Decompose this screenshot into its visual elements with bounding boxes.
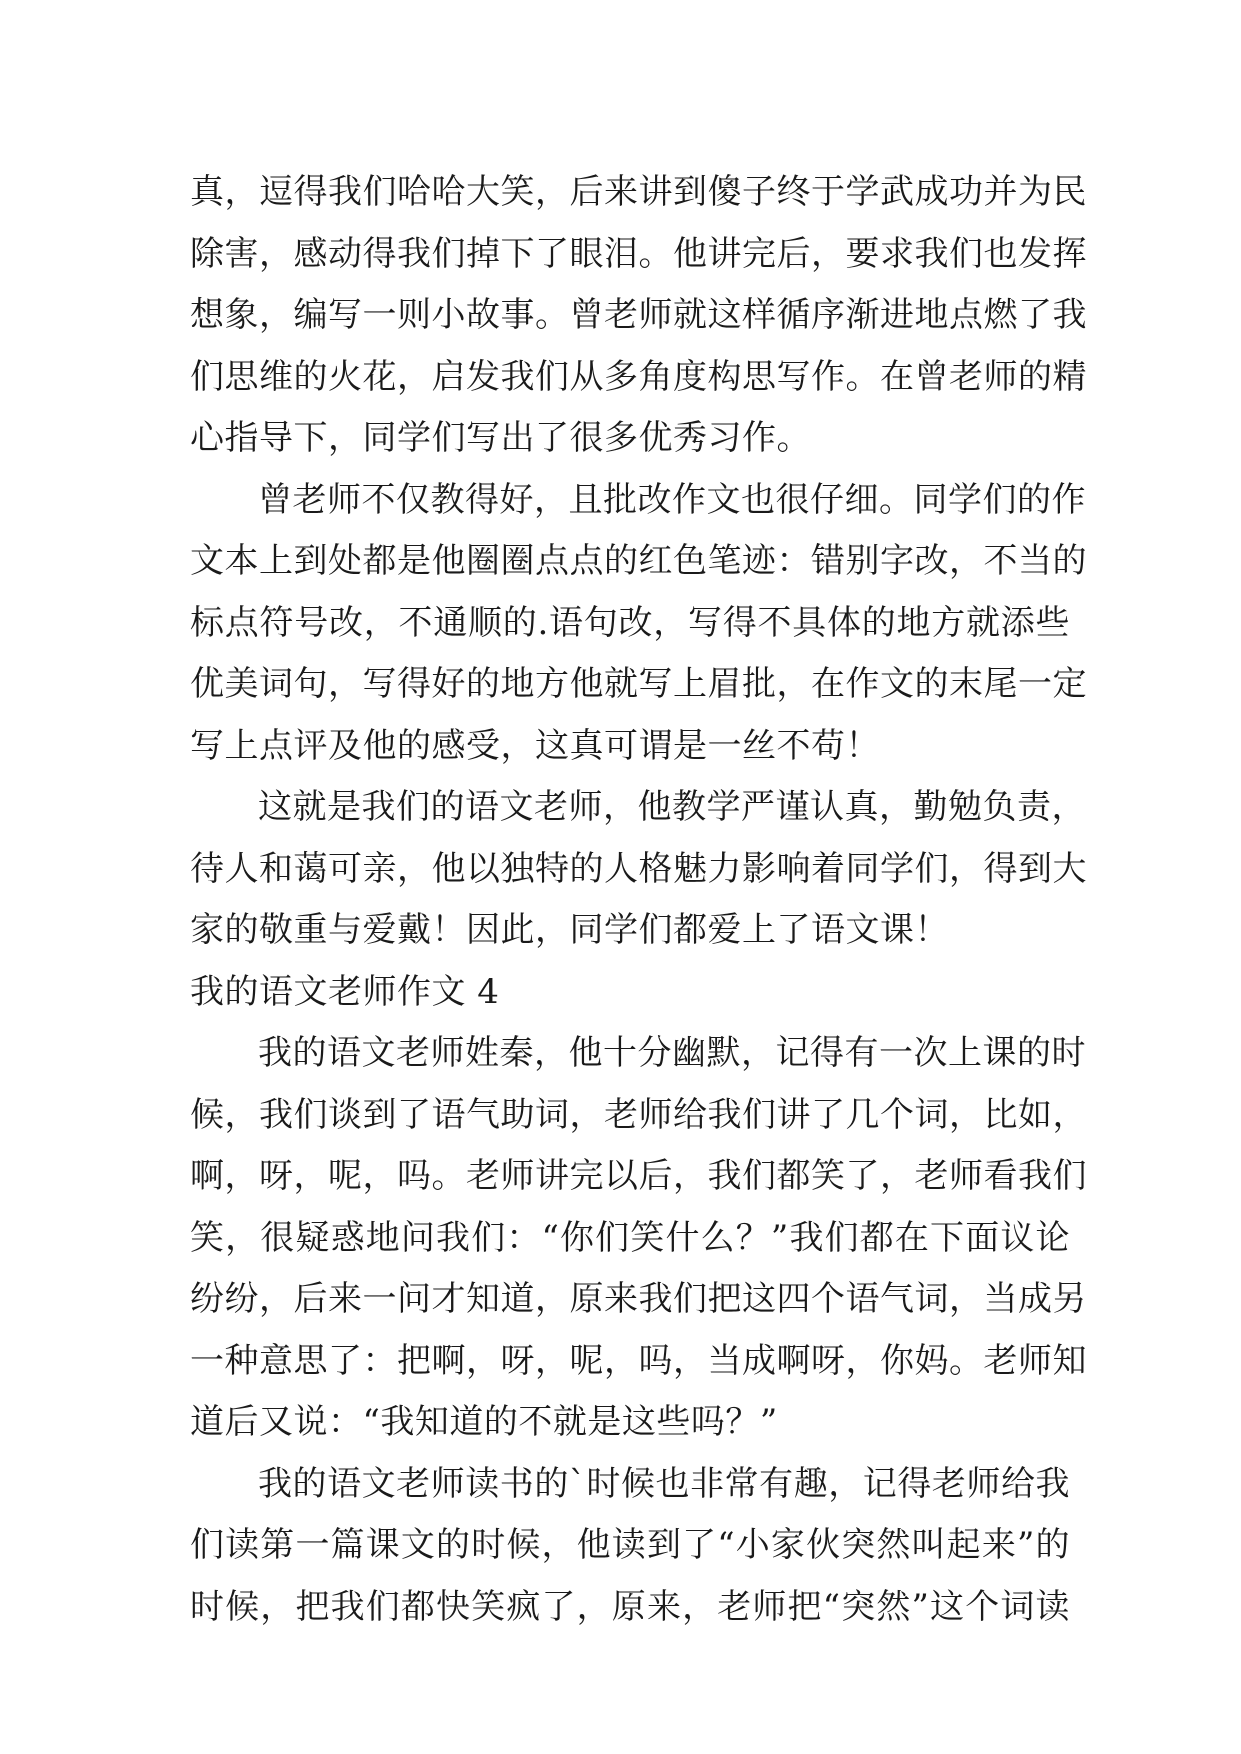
text-line: 纷纷，后来一问才知道，原来我们把这四个语气词，当成另	[190, 1279, 1087, 1319]
text-line: 时候，把我们都快笑疯了，原来，老师把“突然”这个词读	[190, 1586, 1070, 1627]
text-line: 啊，呀，呢，吗。老师讲完以后，我们都笑了，老师看我们	[190, 1156, 1087, 1196]
document-body	[190, 162, 1087, 1638]
text-line: 曾老师不仅教得好，且批改作文也很仔细。同学们的作	[258, 479, 1086, 520]
text-line: 心指导下，同学们写出了很多优秀习作。	[190, 418, 811, 458]
text-line: 标点符号改，不通顺的.语句改，写得不具体的地方就添些	[190, 602, 1070, 643]
text-line: 们读第一篇课文的时候，他读到了“小家伙突然叫起来”的	[190, 1525, 1070, 1565]
text-line: 我的语文老师姓秦，他十分幽默，记得有一次上课的时	[258, 1033, 1086, 1073]
text-line: 家的敬重与爱戴！因此，同学们都爱上了语文课！	[190, 910, 949, 950]
text-line: 待人和蔼可亲，他以独特的人格魅力影响着同学们，得到大	[190, 848, 1087, 889]
text-line: 这就是我们的语文老师，他教学严谨认真，勤勉负责，	[258, 787, 1086, 827]
text-line: 一种意思了：把啊，呀，呢，吗，当成啊呀，你妈。老师知	[190, 1340, 1087, 1381]
section-heading: 我的语文老师作文 4	[190, 971, 500, 1012]
text-line: 候，我们谈到了语气助词，老师给我们讲了几个词，比如，	[190, 1094, 1087, 1135]
text-line: 优美词句，写得好的地方他就写上眉批，在作文的末尾一定	[190, 664, 1087, 704]
text-line: 真，逗得我们哈哈大笑，后来讲到傻子终于学武成功并为民	[190, 172, 1087, 212]
text-line: 们思维的火花，启发我们从多角度构思写作。在曾老师的精	[190, 356, 1087, 397]
text-line: 文本上到处都是他圈圈点点的红色笔迹：错别字改，不当的	[190, 541, 1087, 581]
text-line: 除害，感动得我们掉下了眼泪。他讲完后，要求我们也发挥	[190, 233, 1087, 274]
text-line: 笑，很疑惑地问我们：“你们笑什么？”我们都在下面议论	[190, 1217, 1070, 1258]
text-line: 道后又说：“我知道的不就是这些吗？”	[190, 1402, 778, 1442]
text-line: 想象，编写一则小故事。曾老师就这样循序渐进地点燃了我	[190, 295, 1087, 335]
text-line: 我的语文老师读书的`时候也非常有趣，记得老师给我	[258, 1463, 1070, 1504]
text-line: 写上点评及他的感受，这真可谓是一丝不苟！	[190, 725, 880, 766]
